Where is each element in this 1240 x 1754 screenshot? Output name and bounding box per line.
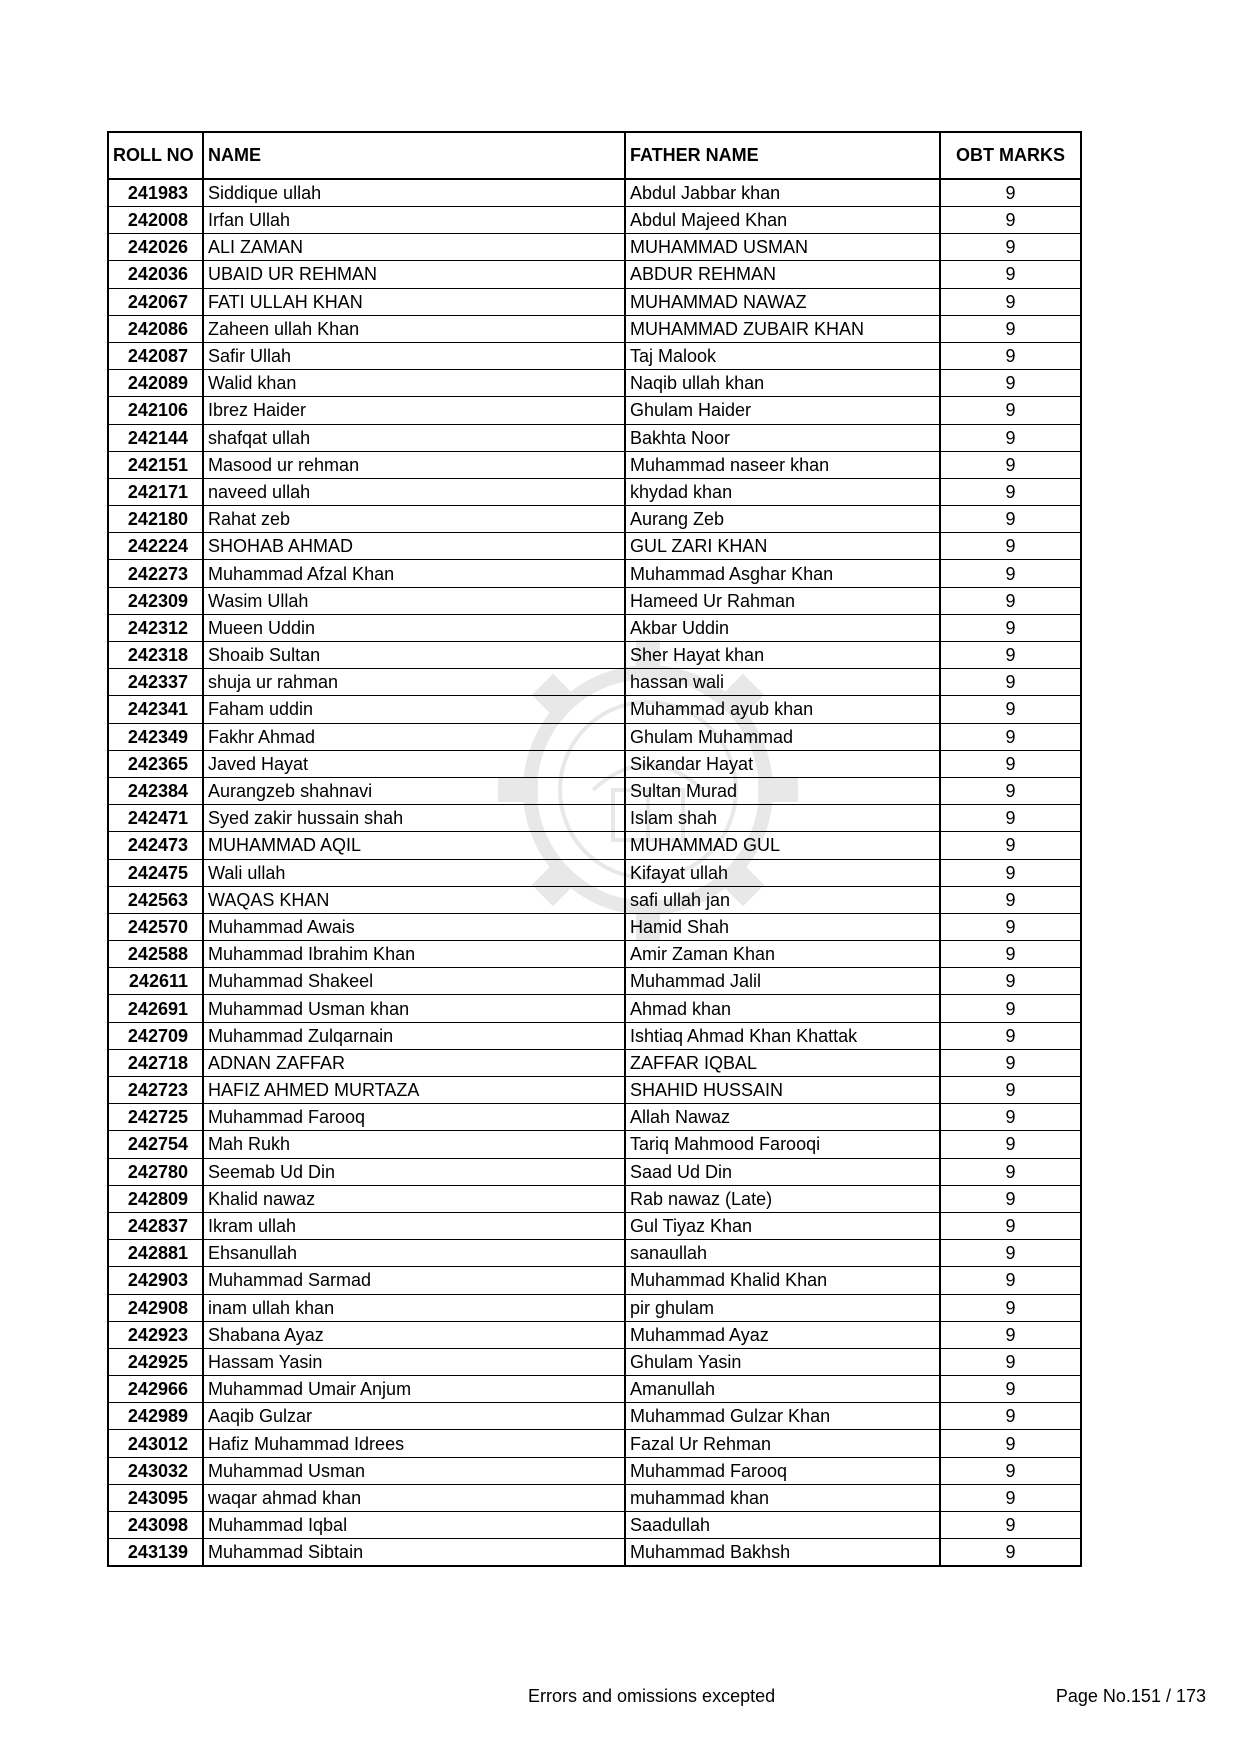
- obt-marks-cell: 9: [940, 1457, 1081, 1484]
- name-cell: Shabana Ayaz: [203, 1321, 625, 1348]
- obt-marks-cell: 9: [940, 1212, 1081, 1239]
- table-row: [108, 1457, 1081, 1484]
- roll-no-cell: 242925: [108, 1348, 203, 1375]
- father-name-cell: Ghulam Haider: [625, 397, 940, 424]
- obt-marks-cell: 9: [940, 1539, 1081, 1567]
- table-row: [108, 1049, 1081, 1076]
- father-name-cell: Islam shah: [625, 805, 940, 832]
- father-name-cell: pir ghulam: [625, 1294, 940, 1321]
- roll-no-cell: 242337: [108, 669, 203, 696]
- obt-marks-cell: 9: [940, 1049, 1081, 1076]
- table-row: [108, 1185, 1081, 1212]
- obt-marks-cell: 9: [940, 397, 1081, 424]
- obt-marks-cell: 9: [940, 342, 1081, 369]
- father-name-cell: Ghulam Muhammad: [625, 723, 940, 750]
- table-row: [108, 1321, 1081, 1348]
- obt-marks-cell: 9: [940, 370, 1081, 397]
- obt-marks-cell: 9: [940, 995, 1081, 1022]
- table-row: [108, 451, 1081, 478]
- name-cell: Muhammad Umair Anjum: [203, 1376, 625, 1403]
- table-row: [108, 1512, 1081, 1539]
- father-name-cell: Akbar Uddin: [625, 614, 940, 641]
- obt-marks-cell: 9: [940, 1158, 1081, 1185]
- roll-no-cell: 242341: [108, 696, 203, 723]
- table-row: [108, 179, 1081, 207]
- name-cell: Muhammad Iqbal: [203, 1512, 625, 1539]
- roll-no-cell: 242837: [108, 1212, 203, 1239]
- father-name-cell: MUHAMMAD ZUBAIR KHAN: [625, 315, 940, 342]
- roll-no-cell: 242273: [108, 560, 203, 587]
- roll-no-cell: 242089: [108, 370, 203, 397]
- obt-marks-cell: 9: [940, 750, 1081, 777]
- table-row: [108, 1212, 1081, 1239]
- father-name-cell: Allah Nawaz: [625, 1104, 940, 1131]
- obt-marks-cell: 9: [940, 1430, 1081, 1457]
- name-cell: Faham uddin: [203, 696, 625, 723]
- roll-no-cell: 243095: [108, 1484, 203, 1511]
- roll-no-cell: 242881: [108, 1240, 203, 1267]
- obt-marks-cell: 9: [940, 1185, 1081, 1212]
- father-name-cell: Tariq Mahmood Farooqi: [625, 1131, 940, 1158]
- name-cell: Muhammad Zulqarnain: [203, 1022, 625, 1049]
- name-cell: Muhammad Usman khan: [203, 995, 625, 1022]
- header-name: NAME: [203, 132, 625, 179]
- roll-no-cell: 242475: [108, 859, 203, 886]
- name-cell: Hassam Yasin: [203, 1348, 625, 1375]
- roll-no-cell: 242725: [108, 1104, 203, 1131]
- father-name-cell: Muhammad Bakhsh: [625, 1539, 940, 1567]
- header-father-name: FATHER NAME: [625, 132, 940, 179]
- name-cell: Walid khan: [203, 370, 625, 397]
- name-cell: Muhammad Shakeel: [203, 968, 625, 995]
- roll-no-cell: 242809: [108, 1185, 203, 1212]
- roll-no-cell: 242008: [108, 207, 203, 234]
- roll-no-cell: 242903: [108, 1267, 203, 1294]
- table-row: [108, 315, 1081, 342]
- obt-marks-cell: 9: [940, 207, 1081, 234]
- father-name-cell: Saadullah: [625, 1512, 940, 1539]
- table-row: [108, 832, 1081, 859]
- name-cell: ALI ZAMAN: [203, 234, 625, 261]
- father-name-cell: MUHAMMAD USMAN: [625, 234, 940, 261]
- roll-no-cell: 242087: [108, 342, 203, 369]
- obt-marks-cell: 9: [940, 587, 1081, 614]
- roll-no-cell: 243032: [108, 1457, 203, 1484]
- table-row: [108, 1240, 1081, 1267]
- name-cell: SHOHAB AHMAD: [203, 533, 625, 560]
- obt-marks-cell: 9: [940, 315, 1081, 342]
- father-name-cell: Hameed Ur Rahman: [625, 587, 940, 614]
- name-cell: Muhammad Ibrahim Khan: [203, 941, 625, 968]
- roll-no-cell: 242151: [108, 451, 203, 478]
- table-row: [108, 1158, 1081, 1185]
- name-cell: Irfan Ullah: [203, 207, 625, 234]
- table-row: [108, 234, 1081, 261]
- table-row: [108, 506, 1081, 533]
- obt-marks-cell: 9: [940, 261, 1081, 288]
- table-row: [108, 614, 1081, 641]
- table-row: [108, 342, 1081, 369]
- father-name-cell: Muhammad Ayaz: [625, 1321, 940, 1348]
- roll-no-cell: 242106: [108, 397, 203, 424]
- name-cell: Shoaib Sultan: [203, 642, 625, 669]
- name-cell: Fakhr Ahmad: [203, 723, 625, 750]
- table-row: [108, 669, 1081, 696]
- name-cell: Safir Ullah: [203, 342, 625, 369]
- roll-no-cell: 242718: [108, 1049, 203, 1076]
- name-cell: inam ullah khan: [203, 1294, 625, 1321]
- table-row: [108, 1077, 1081, 1104]
- obt-marks-cell: 9: [940, 941, 1081, 968]
- obt-marks-cell: 9: [940, 1484, 1081, 1511]
- table-row: [108, 1403, 1081, 1430]
- roll-no-cell: 242365: [108, 750, 203, 777]
- father-name-cell: MUHAMMAD NAWAZ: [625, 288, 940, 315]
- name-cell: Wasim Ullah: [203, 587, 625, 614]
- roll-no-cell: 242908: [108, 1294, 203, 1321]
- obt-marks-cell: 9: [940, 968, 1081, 995]
- roll-no-cell: 243098: [108, 1512, 203, 1539]
- roll-no-cell: 242171: [108, 478, 203, 505]
- name-cell: WAQAS KHAN: [203, 886, 625, 913]
- table-row: [108, 723, 1081, 750]
- father-name-cell: Muhammad ayub khan: [625, 696, 940, 723]
- roll-no-cell: 242473: [108, 832, 203, 859]
- table-row: [108, 859, 1081, 886]
- roll-no-cell: 242026: [108, 234, 203, 261]
- obt-marks-cell: 9: [940, 1104, 1081, 1131]
- roll-no-cell: 242086: [108, 315, 203, 342]
- father-name-cell: Sikandar Hayat: [625, 750, 940, 777]
- table-row: [108, 533, 1081, 560]
- roll-no-cell: 242754: [108, 1131, 203, 1158]
- name-cell: Muhammad Usman: [203, 1457, 625, 1484]
- father-name-cell: Aurang Zeb: [625, 506, 940, 533]
- results-table: [107, 131, 1082, 1567]
- table-row: [108, 288, 1081, 315]
- father-name-cell: Kifayat ullah: [625, 859, 940, 886]
- father-name-cell: Ahmad khan: [625, 995, 940, 1022]
- father-name-cell: Bakhta Noor: [625, 424, 940, 451]
- name-cell: Rahat zeb: [203, 506, 625, 533]
- father-name-cell: muhammad khan: [625, 1484, 940, 1511]
- name-cell: Aurangzeb shahnavi: [203, 777, 625, 804]
- roll-no-cell: 242067: [108, 288, 203, 315]
- father-name-cell: Taj Malook: [625, 342, 940, 369]
- table-row: [108, 995, 1081, 1022]
- father-name-cell: MUHAMMAD GUL: [625, 832, 940, 859]
- table-row: [108, 886, 1081, 913]
- obt-marks-cell: 9: [940, 451, 1081, 478]
- table-row: [108, 696, 1081, 723]
- roll-no-cell: 243139: [108, 1539, 203, 1567]
- table-row: [108, 261, 1081, 288]
- father-name-cell: Amanullah: [625, 1376, 940, 1403]
- name-cell: Aaqib Gulzar: [203, 1403, 625, 1430]
- obt-marks-cell: 9: [940, 669, 1081, 696]
- obt-marks-cell: 9: [940, 859, 1081, 886]
- obt-marks-cell: 9: [940, 642, 1081, 669]
- header-roll-no: ROLL NO: [108, 132, 203, 179]
- obt-marks-cell: 9: [940, 696, 1081, 723]
- table-row: [108, 587, 1081, 614]
- name-cell: Muhammad Sibtain: [203, 1539, 625, 1567]
- father-name-cell: Muhammad Khalid Khan: [625, 1267, 940, 1294]
- father-name-cell: Fazal Ur Rehman: [625, 1430, 940, 1457]
- obt-marks-cell: 9: [940, 1022, 1081, 1049]
- name-cell: Seemab Ud Din: [203, 1158, 625, 1185]
- father-name-cell: Sultan Murad: [625, 777, 940, 804]
- obt-marks-cell: 9: [940, 1267, 1081, 1294]
- roll-no-cell: 242036: [108, 261, 203, 288]
- name-cell: Zaheen ullah Khan: [203, 315, 625, 342]
- father-name-cell: Muhammad Gulzar Khan: [625, 1403, 940, 1430]
- table-row: [108, 397, 1081, 424]
- roll-no-cell: 241983: [108, 179, 203, 207]
- father-name-cell: Ghulam Yasin: [625, 1348, 940, 1375]
- father-name-cell: khydad khan: [625, 478, 940, 505]
- name-cell: Ibrez Haider: [203, 397, 625, 424]
- father-name-cell: GUL ZARI KHAN: [625, 533, 940, 560]
- roll-no-cell: 242180: [108, 506, 203, 533]
- name-cell: Siddique ullah: [203, 179, 625, 207]
- obt-marks-cell: 9: [940, 1403, 1081, 1430]
- obt-marks-cell: 9: [940, 478, 1081, 505]
- obt-marks-cell: 9: [940, 1348, 1081, 1375]
- obt-marks-cell: 9: [940, 913, 1081, 940]
- name-cell: Khalid nawaz: [203, 1185, 625, 1212]
- name-cell: Muhammad Awais: [203, 913, 625, 940]
- obt-marks-cell: 9: [940, 614, 1081, 641]
- table-row: [108, 941, 1081, 968]
- table-row: [108, 207, 1081, 234]
- name-cell: MUHAMMAD AQIL: [203, 832, 625, 859]
- name-cell: HAFIZ AHMED MURTAZA: [203, 1077, 625, 1104]
- name-cell: Masood ur rehman: [203, 451, 625, 478]
- obt-marks-cell: 9: [940, 832, 1081, 859]
- table-row: [108, 805, 1081, 832]
- table-row: [108, 1267, 1081, 1294]
- obt-marks-cell: 9: [940, 533, 1081, 560]
- table-header-row: [108, 132, 1081, 179]
- roll-no-cell: 242570: [108, 913, 203, 940]
- roll-no-cell: 242709: [108, 1022, 203, 1049]
- roll-no-cell: 242471: [108, 805, 203, 832]
- father-name-cell: Rab nawaz (Late): [625, 1185, 940, 1212]
- table-row: [108, 642, 1081, 669]
- father-name-cell: Muhammad Jalil: [625, 968, 940, 995]
- obt-marks-cell: 9: [940, 777, 1081, 804]
- name-cell: shuja ur rahman: [203, 669, 625, 696]
- father-name-cell: sanaullah: [625, 1240, 940, 1267]
- obt-marks-cell: 9: [940, 560, 1081, 587]
- roll-no-cell: 242144: [108, 424, 203, 451]
- table-row: [108, 1539, 1081, 1567]
- table-row: [108, 560, 1081, 587]
- father-name-cell: Gul Tiyaz Khan: [625, 1212, 940, 1239]
- table-row: [108, 1484, 1081, 1511]
- obt-marks-cell: 9: [940, 1240, 1081, 1267]
- name-cell: Ehsanullah: [203, 1240, 625, 1267]
- name-cell: Mueen Uddin: [203, 614, 625, 641]
- obt-marks-cell: 9: [940, 1321, 1081, 1348]
- obt-marks-cell: 9: [940, 1294, 1081, 1321]
- roll-no-cell: 242563: [108, 886, 203, 913]
- obt-marks-cell: 9: [940, 1131, 1081, 1158]
- footer-note: Errors and omissions excepted: [528, 1686, 776, 1706]
- father-name-cell: Abdul Jabbar khan: [625, 179, 940, 207]
- father-name-cell: safi ullah jan: [625, 886, 940, 913]
- obt-marks-cell: 9: [940, 1077, 1081, 1104]
- roll-no-cell: 243012: [108, 1430, 203, 1457]
- father-name-cell: Muhammad Asghar Khan: [625, 560, 940, 587]
- name-cell: Muhammad Afzal Khan: [203, 560, 625, 587]
- roll-no-cell: 242349: [108, 723, 203, 750]
- name-cell: Wali ullah: [203, 859, 625, 886]
- name-cell: Javed Hayat: [203, 750, 625, 777]
- father-name-cell: Muhammad Farooq: [625, 1457, 940, 1484]
- table-row: [108, 1131, 1081, 1158]
- roll-no-cell: 242723: [108, 1077, 203, 1104]
- father-name-cell: Ishtiaq Ahmad Khan Khattak: [625, 1022, 940, 1049]
- table-row: [108, 1104, 1081, 1131]
- name-cell: FATI ULLAH KHAN: [203, 288, 625, 315]
- father-name-cell: Saad Ud Din: [625, 1158, 940, 1185]
- table-row: [108, 913, 1081, 940]
- table-row: [108, 424, 1081, 451]
- name-cell: waqar ahmad khan: [203, 1484, 625, 1511]
- obt-marks-cell: 9: [940, 886, 1081, 913]
- obt-marks-cell: 9: [940, 234, 1081, 261]
- page-number: Page No.151 / 173: [1055, 1686, 1206, 1706]
- table-row: [108, 1294, 1081, 1321]
- obt-marks-cell: 9: [940, 179, 1081, 207]
- roll-no-cell: 242923: [108, 1321, 203, 1348]
- roll-no-cell: 242312: [108, 614, 203, 641]
- father-name-cell: ABDUR REHMAN: [625, 261, 940, 288]
- header-obt-marks: OBT MARKS: [940, 132, 1081, 179]
- roll-no-cell: 242780: [108, 1158, 203, 1185]
- father-name-cell: Muhammad naseer khan: [625, 451, 940, 478]
- roll-no-cell: 242989: [108, 1403, 203, 1430]
- name-cell: UBAID UR REHMAN: [203, 261, 625, 288]
- name-cell: naveed ullah: [203, 478, 625, 505]
- obt-marks-cell: 9: [940, 506, 1081, 533]
- obt-marks-cell: 9: [940, 1376, 1081, 1403]
- table-row: [108, 1376, 1081, 1403]
- table-row: [108, 750, 1081, 777]
- roll-no-cell: 242309: [108, 587, 203, 614]
- roll-no-cell: 242384: [108, 777, 203, 804]
- table-row: [108, 968, 1081, 995]
- name-cell: ADNAN ZAFFAR: [203, 1049, 625, 1076]
- table-row: [108, 1022, 1081, 1049]
- obt-marks-cell: 9: [940, 288, 1081, 315]
- name-cell: Ikram ullah: [203, 1212, 625, 1239]
- name-cell: Muhammad Sarmad: [203, 1267, 625, 1294]
- table-row: [108, 1348, 1081, 1375]
- roll-no-cell: 242588: [108, 941, 203, 968]
- father-name-cell: hassan wali: [625, 669, 940, 696]
- father-name-cell: Amir Zaman Khan: [625, 941, 940, 968]
- obt-marks-cell: 9: [940, 805, 1081, 832]
- table-row: [108, 478, 1081, 505]
- father-name-cell: Naqib ullah khan: [625, 370, 940, 397]
- roll-no-cell: 242224: [108, 533, 203, 560]
- roll-no-cell: 242691: [108, 995, 203, 1022]
- father-name-cell: Hamid Shah: [625, 913, 940, 940]
- name-cell: Hafiz Muhammad Idrees: [203, 1430, 625, 1457]
- obt-marks-cell: 9: [940, 1512, 1081, 1539]
- obt-marks-cell: 9: [940, 723, 1081, 750]
- roll-no-cell: 242318: [108, 642, 203, 669]
- father-name-cell: ZAFFAR IQBAL: [625, 1049, 940, 1076]
- roll-no-cell: 242966: [108, 1376, 203, 1403]
- father-name-cell: Sher Hayat khan: [625, 642, 940, 669]
- table-row: [108, 777, 1081, 804]
- name-cell: Mah Rukh: [203, 1131, 625, 1158]
- name-cell: Syed zakir hussain shah: [203, 805, 625, 832]
- father-name-cell: SHAHID HUSSAIN: [625, 1077, 940, 1104]
- roll-no-cell: 242611: [108, 968, 203, 995]
- table-row: [108, 1430, 1081, 1457]
- name-cell: Muhammad Farooq: [203, 1104, 625, 1131]
- father-name-cell: Abdul Majeed Khan: [625, 207, 940, 234]
- name-cell: shafqat ullah: [203, 424, 625, 451]
- table-row: [108, 370, 1081, 397]
- obt-marks-cell: 9: [940, 424, 1081, 451]
